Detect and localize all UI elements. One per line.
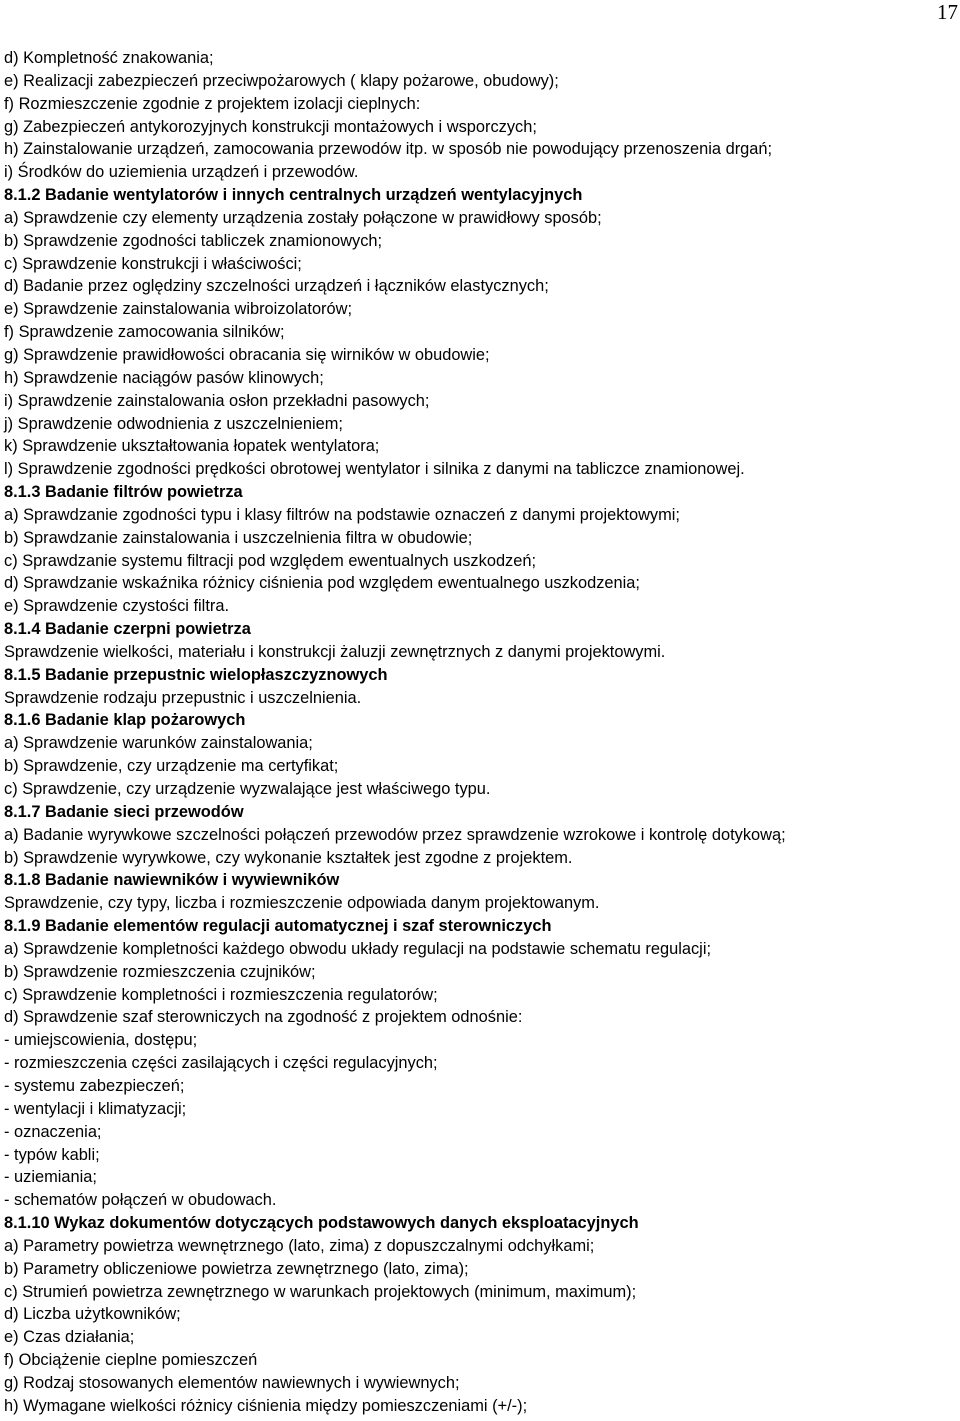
- text-line: e) Czas działania;: [4, 1328, 135, 1347]
- text-line: h) Sprawdzenie naciągów pasów klinowych;: [4, 368, 324, 387]
- text-line: h) Wymagane wielkości różnicy ciśnienia między pomieszczeniami (+/-);: [4, 1396, 528, 1415]
- text-line: f) Sprawdzenie zamocowania silników;: [4, 323, 285, 342]
- text-line: c) Sprawdzenie kompletności i rozmieszczenia regulatorów;: [4, 985, 438, 1004]
- text-line: - umiejscowienia, dostępu;: [4, 1031, 198, 1050]
- section-heading: 8.1.6 Badanie klap pożarowych: [4, 711, 246, 730]
- section-heading: 8.1.9 Badanie elementów regulacji automatycznej i szaf sterowniczych: [4, 917, 552, 936]
- text-line: - systemu zabezpieczeń;: [4, 1076, 185, 1095]
- text-line: b) Sprawdzenie zgodności tabliczek znamionowych;: [4, 231, 383, 250]
- text-line: d) Sprawdzenie szaf sterowniczych na zgodność z projektem odnośnie:: [4, 1008, 523, 1027]
- text-line: a) Sprawdzanie zgodności typu i klasy filtrów na podstawie oznaczeń z danymi projektowymi;: [4, 505, 680, 524]
- text-line: a) Sprawdzenie czy elementy urządzenia zostały połączone w prawidłowy sposób;: [4, 208, 602, 227]
- text-line: - wentylacji i klimatyzacji;: [4, 1099, 187, 1118]
- text-line: b) Sprawdzanie zainstalowania i uszczelnienia filtra w obudowie;: [4, 528, 473, 547]
- section-heading: 8.1.7 Badanie sieci przewodów: [4, 802, 244, 821]
- text-line: Sprawdzenie, czy typy, liczba i rozmieszczenie odpowiada danym projektowanym.: [4, 894, 600, 913]
- text-line: b) Sprawdzenie wyrywkowe, czy wykonanie kształtek jest zgodne z projektem.: [4, 848, 573, 867]
- section-heading: 8.1.10 Wykaz dokumentów dotyczących podstawowych danych eksploatacyjnych: [4, 1214, 639, 1233]
- text-line: f) Obciążenie cieplne pomieszczeń: [4, 1351, 258, 1370]
- text-line: l) Sprawdzenie zgodności prędkości obrotowej wentylator i silnika z danymi na tabliczce znamionowej.: [4, 460, 745, 479]
- text-line: - schematów połączeń w obudowach.: [4, 1191, 277, 1210]
- text-line: a) Sprawdzenie kompletności każdego obwodu układy regulacji na podstawie schematu regulacji;: [4, 939, 712, 958]
- text-line: - uziemiania;: [4, 1168, 97, 1187]
- text-line: e) Realizacji zabezpieczeń przeciwpożarowych ( klapy pożarowe, obudowy);: [4, 71, 559, 90]
- text-line: d) Kompletność znakowania;: [4, 49, 214, 67]
- text-line: b) Sprawdzenie rozmieszczenia czujników;: [4, 962, 316, 981]
- text-line: Sprawdzenie rodzaju przepustnic i uszczelnienia.: [4, 688, 362, 707]
- text-line: i) Sprawdzenie zainstalowania osłon przekładni pasowych;: [4, 391, 430, 410]
- text-line: b) Parametry obliczeniowe powietrza zewnętrznego (lato, zima);: [4, 1259, 469, 1278]
- text-line: c) Sprawdzenie, czy urządzenie wyzwalające jest właściwego typu.: [4, 780, 491, 798]
- text-line: f) Rozmieszczenie zgodnie z projektem izolacji cieplnych:: [4, 94, 421, 113]
- text-line: d) Liczba użytkowników;: [4, 1305, 181, 1324]
- section-heading: 8.1.8 Badanie nawiewników i wywiewników: [4, 871, 340, 890]
- text-line: - rozmieszczenia części zasilających i części regulacyjnych;: [4, 1054, 438, 1073]
- text-line: i) Środków do uziemienia urządzeń i przewodów.: [4, 163, 359, 182]
- text-line: b) Sprawdzenie, czy urządzenie ma certyfikat;: [4, 757, 339, 776]
- page-number: 17: [937, 0, 958, 24]
- text-line: c) Sprawdzenie konstrukcji i właściwości;: [4, 254, 302, 273]
- text-line: e) Sprawdzenie zainstalowania wibroizolatorów;: [4, 300, 353, 319]
- text-line: a) Badanie wyrywkowe szczelności połączeń przewodów przez sprawdzenie wzrokowe i kontrolę dotykową;: [4, 825, 786, 844]
- section-heading: 8.1.3 Badanie filtrów powietrza: [4, 483, 243, 502]
- text-line: d) Sprawdzanie wskaźnika różnicy ciśnienia pod względem ewentualnego uszkodzenia;: [4, 574, 640, 593]
- text-line: g) Rodzaj stosowanych elementów nawiewnych i wywiewnych;: [4, 1373, 460, 1392]
- text-line: j) Sprawdzenie odwodnienia z uszczelnieniem;: [4, 414, 343, 433]
- text-line: g) Zabezpieczeń antykorozyjnych konstrukcji montażowych i wsporczych;: [4, 117, 537, 136]
- text-line: d) Badanie przez oględziny szczelności urządzeń i łączników elastycznych;: [4, 277, 549, 296]
- text-line: - typów kabli;: [4, 1145, 100, 1164]
- text-line: - oznaczenia;: [4, 1122, 102, 1141]
- text-line: a) Sprawdzenie warunków zainstalowania;: [4, 734, 313, 753]
- document-body: [4, 47, 956, 1418]
- text-line: e) Sprawdzenie czystości filtra.: [4, 597, 229, 616]
- text-line: Sprawdzenie wielkości, materiału i konstrukcji żaluzji zewnętrznych z danymi projektowymi.: [4, 642, 666, 661]
- text-line: k) Sprawdzenie ukształtowania łopatek wentylatora;: [4, 437, 380, 456]
- section-heading: 8.1.2 Badanie wentylatorów i innych centralnych urządzeń wentylacyjnych: [4, 186, 583, 205]
- section-heading: 8.1.4 Badanie czerpni powietrza: [4, 620, 251, 639]
- text-line: g) Sprawdzenie prawidłowości obracania się wirników w obudowie;: [4, 345, 490, 364]
- text-line: c) Sprawdzanie systemu filtracji pod względem ewentualnych uszkodzeń;: [4, 551, 537, 570]
- section-heading: 8.1.5 Badanie przepustnic wielopłaszczyznowych: [4, 665, 388, 684]
- text-line: c) Strumień powietrza zewnętrznego w warunkach projektowych (minimum, maximum);: [4, 1282, 637, 1301]
- text-line: a) Parametry powietrza wewnętrznego (lato, zima) z dopuszczalnymi odchyłkami;: [4, 1236, 595, 1255]
- text-line: h) Zainstalowanie urządzeń, zamocowania przewodów itp. w sposób nie powodujący przenoszenia drgań;: [4, 140, 773, 159]
